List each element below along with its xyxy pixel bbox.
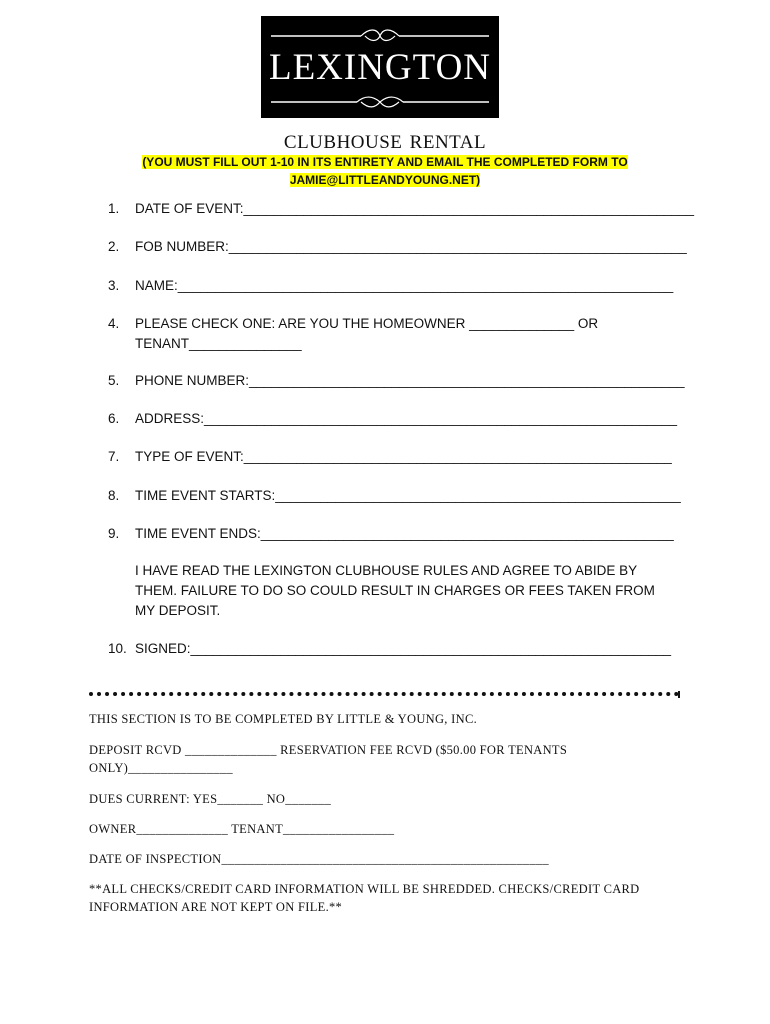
item-label: TIME EVENT ENDS:_______________________________________________________ <box>135 526 674 541</box>
field-address[interactable] <box>108 409 677 429</box>
field-time-event-ends[interactable] <box>108 524 674 544</box>
item-number: 4. <box>108 316 120 331</box>
item-number: 7. <box>108 449 120 464</box>
field-name[interactable] <box>108 276 673 296</box>
item-label: DATE OF EVENT:____________________________________________________________ <box>135 201 694 216</box>
field-dues-current[interactable]: DUES CURRENT: YES_______ NO_______ <box>89 792 332 806</box>
item-label: PHONE NUMBER:__________________________________________________________ <box>135 373 685 388</box>
item-label: FOB NUMBER:_____________________________________________________________ <box>135 239 687 254</box>
item-label: PLEASE CHECK ONE: ARE YOU THE HOMEOWNER ______________ OR <box>135 316 599 331</box>
instruction-notice <box>0 153 770 189</box>
field-date-of-event[interactable] <box>108 199 694 219</box>
dotted-divider <box>89 692 679 696</box>
item-number: 9. <box>108 526 120 541</box>
instruction-email-line: JAMIE@LITTLEANDYOUNG.NET) <box>289 173 481 187</box>
rules-attestation: I HAVE READ THE LEXINGTON CLUBHOUSE RULES AND AGREE TO ABIDE BY THEM. FAILURE TO DO SO COULD RESULT IN CHARGES OR FEES TAKEN FROM MY DEPOSIT. <box>135 563 655 618</box>
field-deposit-received[interactable]: DEPOSIT RCVD ______________ RESERVATION FEE RCVD ($50.00 FOR TENANTS ONLY)________________ <box>89 743 568 775</box>
lexington-logo <box>261 16 499 118</box>
item-label: TIME EVENT STARTS:______________________________________________________ <box>135 488 681 503</box>
shredding-footnote: **ALL CHECKS/CREDIT CARD INFORMATION WILL BE SHREDDED. CHECKS/CREDIT CARD INFORMATION ARE NOT KEPT ON FILE.** <box>89 882 640 914</box>
field-fob-number[interactable] <box>108 237 687 257</box>
field-phone-number[interactable] <box>108 371 684 391</box>
logo-text: LEXINGTON <box>268 47 492 88</box>
item-number: 1. <box>108 201 120 216</box>
field-signed[interactable] <box>108 639 671 659</box>
item-number: 5. <box>108 373 120 388</box>
field-type-of-event[interactable] <box>108 447 672 467</box>
item-number: 6. <box>108 411 120 426</box>
item-label-continued: TENANT_______________ <box>135 336 302 351</box>
field-homeowner-or-tenant[interactable] <box>108 314 618 354</box>
field-date-of-inspection[interactable]: DATE OF INSPECTION__________________________________________________ <box>89 852 549 866</box>
item-label: ADDRESS:_______________________________________________________________ <box>135 411 678 426</box>
divider-end-mark <box>678 691 680 698</box>
office-section-heading: THIS SECTION IS TO BE COMPLETED BY LITTLE & YOUNG, INC. <box>89 712 478 726</box>
field-time-event-starts[interactable] <box>108 486 681 506</box>
item-number: 2. <box>108 239 120 254</box>
field-owner-tenant[interactable]: OWNER______________ TENANT_________________ <box>89 822 395 836</box>
logo-top-ornament <box>261 26 499 46</box>
item-label: NAME:__________________________________________________________________ <box>135 278 674 293</box>
item-label: SIGNED:________________________________________________________________ <box>135 641 672 656</box>
item-number: 10. <box>108 641 127 656</box>
form-title: clubhouse rental <box>283 124 487 154</box>
item-label: TYPE OF EVENT:_________________________________________________________ <box>135 449 672 464</box>
instruction-line-1: (YOU MUST FILL OUT 1-10 IN ITS ENTIRETY AND EMAIL THE COMPLETED FORM TO <box>142 155 628 169</box>
logo-bottom-ornament <box>261 92 499 112</box>
item-number: 3. <box>108 278 120 293</box>
item-number: 8. <box>108 488 120 503</box>
